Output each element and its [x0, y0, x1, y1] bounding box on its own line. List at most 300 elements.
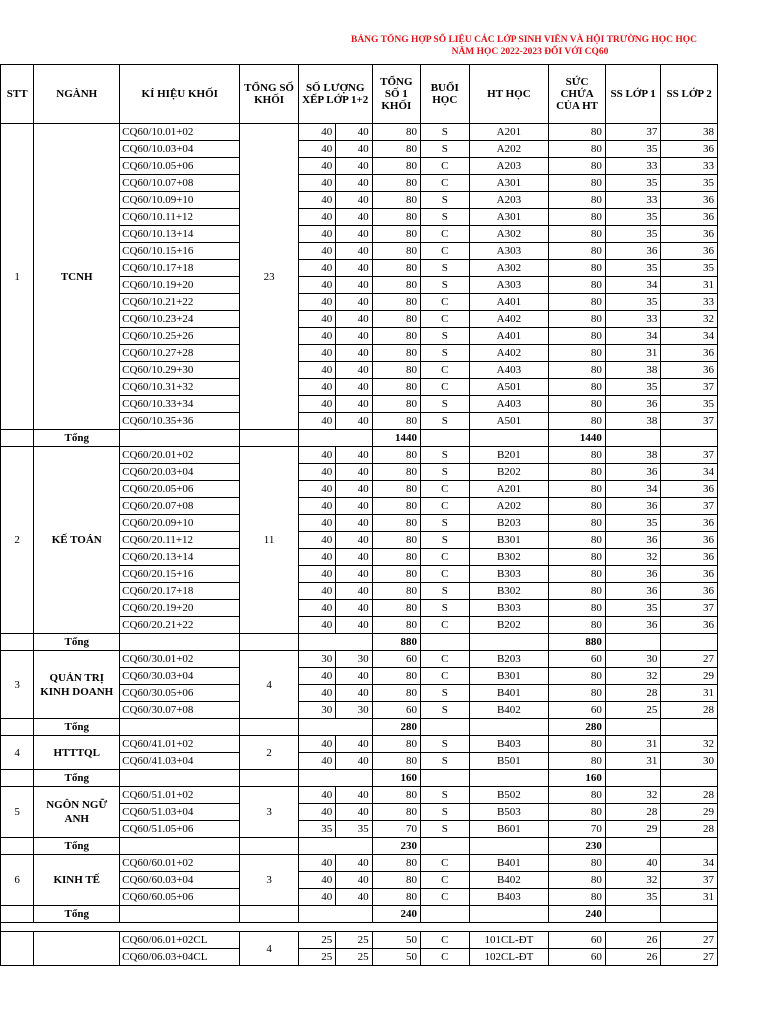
ki-hieu-khoi-cell: CQ60/60.05+06 [120, 889, 240, 906]
tong-so-1-khoi-cell: 80 [372, 158, 420, 175]
tong-so-1-khoi-cell: 80 [372, 753, 420, 770]
buoi-hoc-cell: S [421, 821, 469, 838]
so-luong-lop2-cell: 40 [336, 804, 372, 821]
header-ki-hieu-khoi: KÍ HIỆU KHỐI [120, 65, 240, 124]
so-luong-lop1-cell: 40 [298, 481, 335, 498]
ss-lop1-cell: 33 [605, 158, 661, 175]
ss-lop2-cell: 28 [661, 702, 718, 719]
total-blank [240, 906, 299, 923]
header-suc-chua: SỨC CHỨA CỦA HT [549, 65, 606, 124]
buoi-hoc-cell: S [421, 447, 469, 464]
tong-so-1-khoi-cell: 50 [372, 932, 420, 949]
buoi-hoc-cell: S [421, 396, 469, 413]
total-tong-so-1-khoi: 160 [372, 770, 420, 787]
suc-chua-cell: 80 [549, 668, 606, 685]
ss-lop1-cell: 35 [605, 260, 661, 277]
ss-lop2-cell: 37 [661, 447, 718, 464]
ht-hoc-cell: A203 [469, 192, 549, 209]
total-blank [421, 719, 469, 736]
ss-lop1-cell: 35 [605, 175, 661, 192]
ht-hoc-cell: A401 [469, 294, 549, 311]
so-luong-lop1-cell: 40 [298, 362, 335, 379]
ss-lop2-cell: 27 [661, 651, 718, 668]
ht-hoc-cell: A501 [469, 413, 549, 430]
total-blank [469, 634, 549, 651]
suc-chua-cell: 80 [549, 498, 606, 515]
buoi-hoc-cell: S [421, 583, 469, 600]
ss-lop2-cell: 33 [661, 158, 718, 175]
suc-chua-cell: 80 [549, 481, 606, 498]
ht-hoc-cell: A301 [469, 209, 549, 226]
tong-so-1-khoi-cell: 80 [372, 209, 420, 226]
header-tong-so-1-khoi: TỔNG SỐ 1 KHỐI [372, 65, 420, 124]
total-blank [120, 770, 240, 787]
ss-lop1-cell: 34 [605, 481, 661, 498]
ht-hoc-cell: B301 [469, 668, 549, 685]
buoi-hoc-cell: C [421, 243, 469, 260]
buoi-hoc-cell: C [421, 158, 469, 175]
suc-chua-cell: 80 [549, 345, 606, 362]
so-luong-lop1-cell: 40 [298, 192, 335, 209]
ss-lop1-cell: 36 [605, 498, 661, 515]
ss-lop2-cell: 37 [661, 379, 718, 396]
nganh-cell [34, 932, 120, 966]
total-blank [120, 634, 240, 651]
ht-hoc-cell: B402 [469, 872, 549, 889]
stt-cell: 5 [1, 787, 34, 838]
tong-so-1-khoi-cell: 80 [372, 787, 420, 804]
report-title: BẢNG TỔNG HỢP SỐ LIỆU CÁC LỚP SINH VIÊN VÀ HỘI TRƯỜNG HỌC HỌC [350, 35, 698, 45]
ki-hieu-khoi-cell: CQ60/10.29+30 [120, 362, 240, 379]
ss-lop1-cell: 33 [605, 311, 661, 328]
ss-lop2-cell: 27 [661, 932, 718, 949]
ht-hoc-cell: B503 [469, 804, 549, 821]
ss-lop1-cell: 34 [605, 328, 661, 345]
total-blank [661, 906, 718, 923]
stt-cell: 6 [1, 855, 34, 906]
total-blank [469, 838, 549, 855]
suc-chua-cell: 80 [549, 124, 606, 141]
total-suc-chua: 880 [549, 634, 606, 651]
total-blank [661, 770, 718, 787]
total-blank [605, 838, 661, 855]
ki-hieu-khoi-cell: CQ60/20.11+12 [120, 532, 240, 549]
ss-lop1-cell: 36 [605, 617, 661, 634]
suc-chua-cell: 80 [549, 566, 606, 583]
ss-lop1-cell: 35 [605, 379, 661, 396]
ss-lop2-cell: 36 [661, 209, 718, 226]
ss-lop1-cell: 35 [605, 515, 661, 532]
ss-lop2-cell: 32 [661, 311, 718, 328]
tong-so-1-khoi-cell: 80 [372, 515, 420, 532]
so-luong-lop2-cell: 40 [336, 379, 372, 396]
suc-chua-cell: 80 [549, 379, 606, 396]
ss-lop1-cell: 40 [605, 855, 661, 872]
suc-chua-cell: 80 [549, 294, 606, 311]
ht-hoc-cell: B303 [469, 600, 549, 617]
ss-lop1-cell: 28 [605, 804, 661, 821]
header-buoi-hoc: BUỔI HỌC [421, 65, 469, 124]
header-tong-so-khoi: TỔNG SỐ KHỐI [240, 65, 299, 124]
ss-lop2-cell: 36 [661, 141, 718, 158]
buoi-hoc-cell: S [421, 192, 469, 209]
ss-lop2-cell: 36 [661, 243, 718, 260]
so-luong-lop1-cell: 40 [298, 209, 335, 226]
tong-so-1-khoi-cell: 80 [372, 685, 420, 702]
ki-hieu-khoi-cell: CQ60/10.21+22 [120, 294, 240, 311]
ss-lop1-cell: 31 [605, 345, 661, 362]
total-row [1, 770, 718, 787]
so-luong-lop2-cell: 30 [336, 702, 372, 719]
total-blank [1, 838, 34, 855]
buoi-hoc-cell: S [421, 804, 469, 821]
tong-so-1-khoi-cell: 80 [372, 583, 420, 600]
so-luong-lop2-cell: 30 [336, 651, 372, 668]
total-blank [120, 838, 240, 855]
total-blank [605, 634, 661, 651]
spacer-cell [1, 923, 718, 932]
suc-chua-cell: 80 [549, 617, 606, 634]
ht-hoc-cell: A202 [469, 141, 549, 158]
so-luong-lop2-cell: 40 [336, 617, 372, 634]
so-luong-lop1-cell: 40 [298, 124, 335, 141]
total-label: Tổng [34, 634, 120, 651]
ki-hieu-khoi-cell: CQ60/41.03+04 [120, 753, 240, 770]
ki-hieu-khoi-cell: CQ60/10.19+20 [120, 277, 240, 294]
total-blank [605, 719, 661, 736]
total-suc-chua: 240 [549, 906, 606, 923]
ht-hoc-cell: B303 [469, 566, 549, 583]
total-blank [120, 906, 240, 923]
ki-hieu-khoi-cell: CQ60/20.21+22 [120, 617, 240, 634]
buoi-hoc-cell: S [421, 413, 469, 430]
ki-hieu-khoi-cell: CQ60/20.09+10 [120, 515, 240, 532]
tong-so-1-khoi-cell: 80 [372, 243, 420, 260]
tong-so-1-khoi-cell: 80 [372, 855, 420, 872]
ki-hieu-khoi-cell: CQ60/20.03+04 [120, 464, 240, 481]
total-blank [298, 719, 372, 736]
total-label: Tổng [34, 719, 120, 736]
ss-lop2-cell: 34 [661, 855, 718, 872]
buoi-hoc-cell: C [421, 668, 469, 685]
so-luong-lop1-cell: 40 [298, 277, 335, 294]
suc-chua-cell: 80 [549, 872, 606, 889]
total-blank [298, 770, 372, 787]
so-luong-lop1-cell: 40 [298, 294, 335, 311]
ht-hoc-cell: B403 [469, 736, 549, 753]
suc-chua-cell: 80 [549, 209, 606, 226]
buoi-hoc-cell: S [421, 685, 469, 702]
buoi-hoc-cell: C [421, 549, 469, 566]
ss-lop2-cell: 36 [661, 583, 718, 600]
tong-so-1-khoi-cell: 80 [372, 549, 420, 566]
tong-so-1-khoi-cell: 80 [372, 447, 420, 464]
suc-chua-cell: 80 [549, 464, 606, 481]
tong-so-khoi-cell: 11 [240, 447, 299, 634]
ki-hieu-khoi-cell: CQ60/20.07+08 [120, 498, 240, 515]
ss-lop2-cell: 31 [661, 277, 718, 294]
header-ht-hoc: HT HỌC [469, 65, 549, 124]
so-luong-lop2-cell: 40 [336, 226, 372, 243]
nganh-cell: KINH TẾ [34, 855, 120, 906]
tong-so-1-khoi-cell: 80 [372, 362, 420, 379]
total-blank [469, 770, 549, 787]
buoi-hoc-cell: C [421, 651, 469, 668]
so-luong-lop1-cell: 40 [298, 685, 335, 702]
ss-lop2-cell: 31 [661, 685, 718, 702]
total-tong-so-1-khoi: 1440 [372, 430, 420, 447]
so-luong-lop2-cell: 40 [336, 753, 372, 770]
buoi-hoc-cell: C [421, 498, 469, 515]
so-luong-lop2-cell: 40 [336, 736, 372, 753]
total-blank [1, 634, 34, 651]
buoi-hoc-cell: C [421, 855, 469, 872]
so-luong-lop1-cell: 40 [298, 855, 335, 872]
so-luong-lop1-cell: 40 [298, 753, 335, 770]
so-luong-lop1-cell: 35 [298, 821, 335, 838]
total-tong-so-1-khoi: 880 [372, 634, 420, 651]
ss-lop1-cell: 25 [605, 702, 661, 719]
ki-hieu-khoi-cell: CQ60/30.01+02 [120, 651, 240, 668]
so-luong-lop2-cell: 40 [336, 787, 372, 804]
total-label: Tổng [34, 906, 120, 923]
ss-lop1-cell: 35 [605, 889, 661, 906]
ht-hoc-cell: B202 [469, 464, 549, 481]
total-blank [120, 719, 240, 736]
ki-hieu-khoi-cell: CQ60/60.03+04 [120, 872, 240, 889]
ki-hieu-khoi-cell: CQ60/30.05+06 [120, 685, 240, 702]
buoi-hoc-cell: S [421, 515, 469, 532]
nganh-cell: NGÔN NGỮ ANH [34, 787, 120, 838]
ki-hieu-khoi-cell: CQ60/20.17+18 [120, 583, 240, 600]
ht-hoc-cell: B403 [469, 889, 549, 906]
ss-lop1-cell: 31 [605, 736, 661, 753]
tong-so-1-khoi-cell: 80 [372, 396, 420, 413]
ht-hoc-cell: A203 [469, 158, 549, 175]
total-blank [661, 719, 718, 736]
so-luong-lop2-cell: 40 [336, 328, 372, 345]
suc-chua-cell: 80 [549, 804, 606, 821]
tong-so-1-khoi-cell: 80 [372, 311, 420, 328]
ss-lop2-cell: 29 [661, 668, 718, 685]
ss-lop1-cell: 33 [605, 192, 661, 209]
so-luong-lop1-cell: 40 [298, 532, 335, 549]
ht-hoc-cell: A302 [469, 226, 549, 243]
tong-so-1-khoi-cell: 80 [372, 736, 420, 753]
buoi-hoc-cell: S [421, 328, 469, 345]
total-blank [605, 906, 661, 923]
ki-hieu-khoi-cell: CQ60/20.05+06 [120, 481, 240, 498]
buoi-hoc-cell: S [421, 345, 469, 362]
header-nganh: NGÀNH [34, 65, 120, 124]
ht-hoc-cell: A303 [469, 243, 549, 260]
so-luong-lop2-cell: 40 [336, 872, 372, 889]
so-luong-lop2-cell: 25 [336, 949, 372, 966]
tong-so-1-khoi-cell: 80 [372, 192, 420, 209]
buoi-hoc-cell: S [421, 532, 469, 549]
suc-chua-cell: 80 [549, 583, 606, 600]
suc-chua-cell: 80 [549, 855, 606, 872]
suc-chua-cell: 80 [549, 277, 606, 294]
ss-lop2-cell: 33 [661, 294, 718, 311]
suc-chua-cell: 80 [549, 141, 606, 158]
so-luong-lop1-cell: 40 [298, 243, 335, 260]
total-label: Tổng [34, 430, 120, 447]
total-blank [421, 634, 469, 651]
ss-lop1-cell: 36 [605, 583, 661, 600]
ht-hoc-cell: B401 [469, 685, 549, 702]
ki-hieu-khoi-cell: CQ60/10.31+32 [120, 379, 240, 396]
ss-lop2-cell: 28 [661, 821, 718, 838]
total-blank [120, 430, 240, 447]
total-blank [605, 430, 661, 447]
suc-chua-cell: 80 [549, 192, 606, 209]
ht-hoc-cell: 102CL-ĐT [469, 949, 549, 966]
ss-lop2-cell: 36 [661, 532, 718, 549]
table-body [1, 124, 718, 966]
total-blank [421, 906, 469, 923]
ht-hoc-cell: B502 [469, 787, 549, 804]
total-row [1, 838, 718, 855]
so-luong-lop2-cell: 40 [336, 668, 372, 685]
buoi-hoc-cell: C [421, 362, 469, 379]
table-row [1, 855, 718, 872]
spacer-row [1, 923, 718, 932]
tong-so-1-khoi-cell: 80 [372, 668, 420, 685]
ss-lop2-cell: 37 [661, 600, 718, 617]
buoi-hoc-cell: S [421, 209, 469, 226]
buoi-hoc-cell: S [421, 787, 469, 804]
so-luong-lop2-cell: 40 [336, 889, 372, 906]
ki-hieu-khoi-cell: CQ60/10.07+08 [120, 175, 240, 192]
so-luong-lop1-cell: 25 [298, 932, 335, 949]
so-luong-lop1-cell: 40 [298, 515, 335, 532]
so-luong-lop1-cell: 40 [298, 345, 335, 362]
ki-hieu-khoi-cell: CQ60/41.01+02 [120, 736, 240, 753]
tong-so-1-khoi-cell: 60 [372, 702, 420, 719]
ss-lop2-cell: 36 [661, 362, 718, 379]
total-suc-chua: 160 [549, 770, 606, 787]
so-luong-lop2-cell: 40 [336, 124, 372, 141]
tong-so-1-khoi-cell: 80 [372, 260, 420, 277]
data-table-frame [0, 64, 718, 1024]
table-header-row [1, 65, 718, 124]
ht-hoc-cell: A403 [469, 396, 549, 413]
total-tong-so-1-khoi: 280 [372, 719, 420, 736]
ht-hoc-cell: A402 [469, 345, 549, 362]
ss-lop2-cell: 28 [661, 787, 718, 804]
ht-hoc-cell: B201 [469, 447, 549, 464]
ss-lop2-cell: 37 [661, 413, 718, 430]
total-tong-so-1-khoi: 230 [372, 838, 420, 855]
so-luong-lop1-cell: 40 [298, 464, 335, 481]
header-stt: STT [1, 65, 34, 124]
buoi-hoc-cell: C [421, 311, 469, 328]
ht-hoc-cell: B202 [469, 617, 549, 634]
ss-lop1-cell: 35 [605, 294, 661, 311]
tong-so-1-khoi-cell: 80 [372, 294, 420, 311]
ki-hieu-khoi-cell: CQ60/10.15+16 [120, 243, 240, 260]
total-blank [469, 906, 549, 923]
total-blank [1, 770, 34, 787]
nganh-cell: TCNH [34, 124, 120, 430]
so-luong-lop2-cell: 40 [336, 243, 372, 260]
buoi-hoc-cell: S [421, 277, 469, 294]
total-blank [421, 430, 469, 447]
nganh-cell: QUẢN TRỊ KINH DOANH [34, 651, 120, 719]
ss-lop1-cell: 34 [605, 277, 661, 294]
ss-lop2-cell: 36 [661, 549, 718, 566]
ht-hoc-cell: A501 [469, 379, 549, 396]
ss-lop2-cell: 32 [661, 736, 718, 753]
tong-so-khoi-cell: 23 [240, 124, 299, 430]
ss-lop2-cell: 38 [661, 124, 718, 141]
so-luong-lop2-cell: 40 [336, 345, 372, 362]
nganh-cell: KẾ TOÁN [34, 447, 120, 634]
so-luong-lop1-cell: 40 [298, 736, 335, 753]
ss-lop2-cell: 36 [661, 617, 718, 634]
ss-lop2-cell: 29 [661, 804, 718, 821]
total-blank [298, 906, 372, 923]
ki-hieu-khoi-cell: CQ60/10.35+36 [120, 413, 240, 430]
table-row [1, 124, 718, 141]
so-luong-lop2-cell: 40 [336, 158, 372, 175]
ss-lop2-cell: 36 [661, 566, 718, 583]
ss-lop2-cell: 36 [661, 226, 718, 243]
ki-hieu-khoi-cell: CQ60/10.03+04 [120, 141, 240, 158]
so-luong-lop2-cell: 40 [336, 175, 372, 192]
suc-chua-cell: 80 [549, 413, 606, 430]
so-luong-lop1-cell: 40 [298, 889, 335, 906]
buoi-hoc-cell: S [421, 600, 469, 617]
buoi-hoc-cell: C [421, 175, 469, 192]
ss-lop2-cell: 35 [661, 175, 718, 192]
ki-hieu-khoi-cell: CQ60/20.13+14 [120, 549, 240, 566]
so-luong-lop2-cell: 40 [336, 413, 372, 430]
total-row [1, 430, 718, 447]
ki-hieu-khoi-cell: CQ60/10.05+06 [120, 158, 240, 175]
ht-hoc-cell: B401 [469, 855, 549, 872]
stt-cell: 3 [1, 651, 34, 719]
ss-lop1-cell: 35 [605, 209, 661, 226]
buoi-hoc-cell: S [421, 141, 469, 158]
ss-lop1-cell: 36 [605, 464, 661, 481]
buoi-hoc-cell: C [421, 932, 469, 949]
tong-so-1-khoi-cell: 80 [372, 804, 420, 821]
so-luong-lop1-cell: 40 [298, 226, 335, 243]
ki-hieu-khoi-cell: CQ60/10.23+24 [120, 311, 240, 328]
so-luong-lop2-cell: 40 [336, 447, 372, 464]
so-luong-lop2-cell: 40 [336, 600, 372, 617]
tong-so-1-khoi-cell: 80 [372, 175, 420, 192]
tong-so-khoi-cell: 2 [240, 736, 299, 770]
so-luong-lop1-cell: 40 [298, 600, 335, 617]
ss-lop1-cell: 30 [605, 651, 661, 668]
total-blank [661, 430, 718, 447]
total-label: Tổng [34, 838, 120, 855]
header-ss-lop2: SS LỚP 2 [661, 65, 718, 124]
suc-chua-cell: 80 [549, 362, 606, 379]
summary-table [0, 64, 718, 966]
ss-lop2-cell: 31 [661, 889, 718, 906]
ss-lop1-cell: 38 [605, 447, 661, 464]
ki-hieu-khoi-cell: CQ60/51.03+04 [120, 804, 240, 821]
ss-lop1-cell: 32 [605, 872, 661, 889]
total-row [1, 906, 718, 923]
suc-chua-cell: 80 [549, 532, 606, 549]
ss-lop1-cell: 32 [605, 549, 661, 566]
tong-so-1-khoi-cell: 80 [372, 872, 420, 889]
